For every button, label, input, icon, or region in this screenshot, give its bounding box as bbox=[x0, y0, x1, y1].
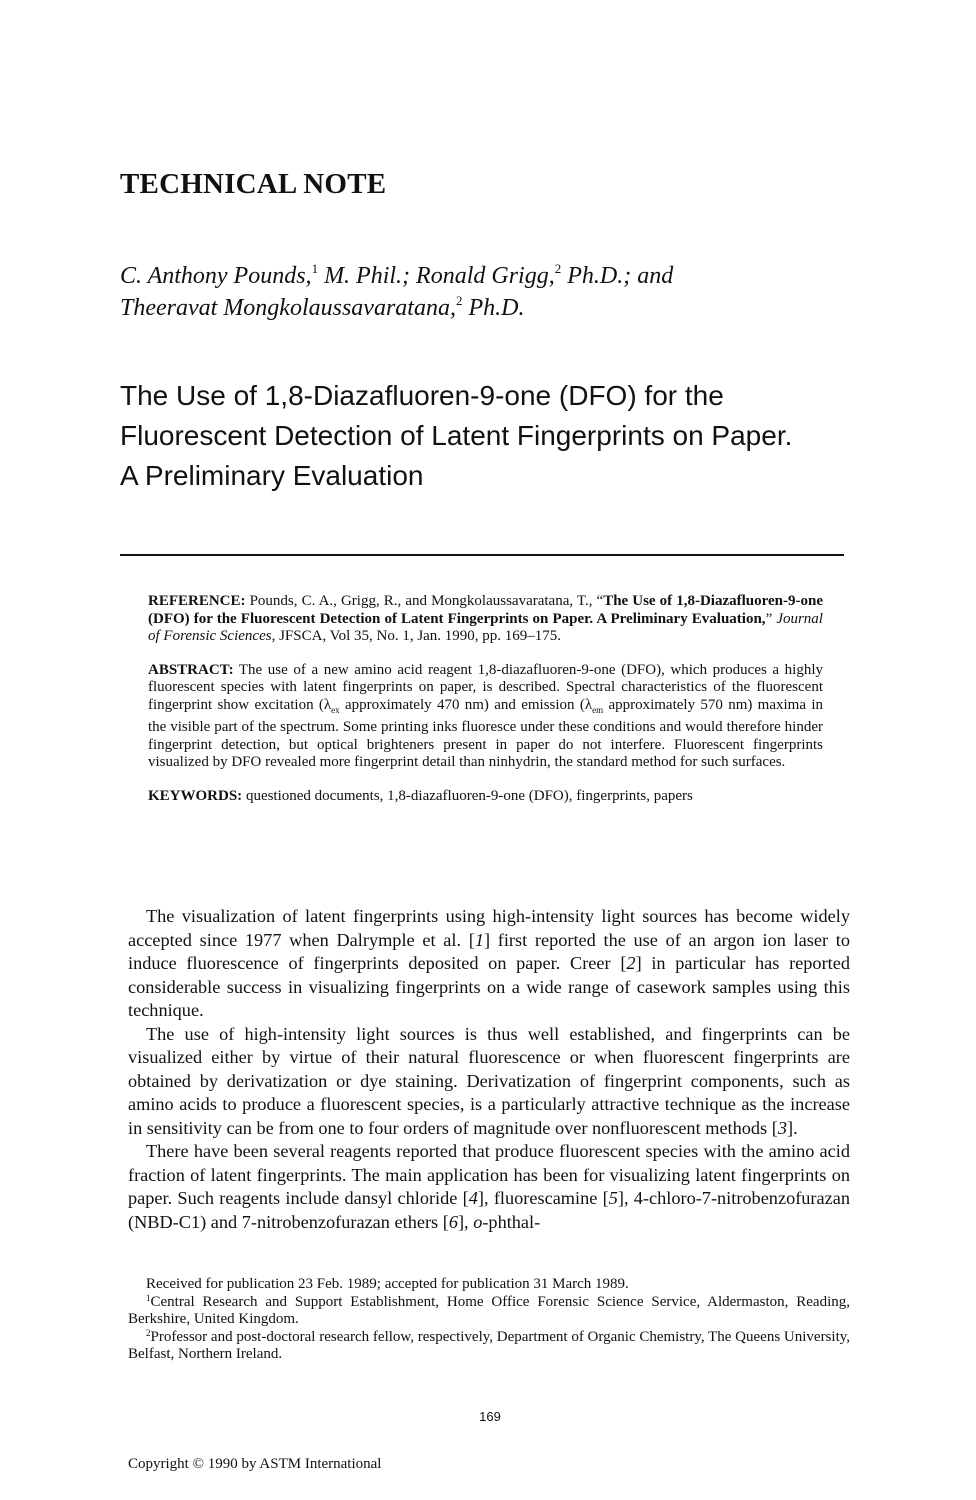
abstract-text: approximately 570 nm) maxima in the visible part of the spectrum. Some printing inks fluoresce under these conditions and would therefore hinder fingerprint detection, but optical brighteners present in paper do not interfere. Fluorescent fingerprints visualized by DFO revealed more fingerprint detail than ninhydrin, the standard method for such surfaces. bbox=[148, 696, 823, 770]
body-text-span: ] in particular has reported considerable success in visualizing fingerprints on a wide range of casework samples using this technique. bbox=[128, 953, 850, 1020]
body-text-span: ], fluorescamine [ bbox=[477, 1188, 609, 1208]
footnotes bbox=[128, 1276, 850, 1364]
body-text bbox=[128, 905, 850, 1234]
citation-ref: 3 bbox=[777, 1117, 787, 1138]
author-degree: M. Phil.; Ronald Grigg, bbox=[318, 263, 555, 289]
keywords-label: KEYWORDS: bbox=[148, 787, 243, 804]
keywords-text: questioned documents, 1,8-diazafluoren-9-one (DFO), fingerprints, papers bbox=[242, 787, 693, 804]
received-note: Received for publication 23 Feb. 1989; accepted for publication 31 March 1989. bbox=[146, 1276, 629, 1292]
reference-title: The Use of 1,8-Diazafluoren-9-one (DFO) for the Fluorescent Detection of Latent Fingerprints on Paper. A Preliminary Evaluation, bbox=[148, 593, 823, 627]
body-text-span: The use of high-intensity light sources is thus well established, and fingerprints can be visualized either by virtue of their natural fluorescence or when fluorescent fingerprints are obtained by derivatization or dye staining. Derivatization of fingerprint components, such as amino acids to produce a fluorescent species, is a particularly attractive technique as the increase in sensitivity can be from one to four orders of magnitude over nonfluorescent methods [ bbox=[128, 1023, 850, 1138]
footnote-mark: 1 bbox=[146, 1292, 151, 1303]
affiliation-mark: 2 bbox=[455, 293, 463, 308]
author-line-1 bbox=[120, 260, 880, 292]
body-text-span: ], 4-chloro-7-nitrobenzofurazan (NBD-C1) and 7-nitrobenzofurazan ethers [ bbox=[128, 1188, 851, 1232]
abstract-block bbox=[148, 593, 823, 821]
paper-title bbox=[120, 376, 880, 496]
footnote-text: Professor and post-doctoral research fellow, respectively, Department of Organic Chemistry, The Queens University, Belfast, Northern Ireland. bbox=[128, 1328, 851, 1362]
body-paragraph bbox=[128, 905, 850, 1023]
abstract-paragraph bbox=[148, 662, 823, 772]
title-line: A Preliminary Evaluation bbox=[120, 460, 424, 491]
author-list bbox=[120, 260, 880, 324]
footnote-2 bbox=[128, 1329, 850, 1364]
footnote-mark: 2 bbox=[146, 1327, 151, 1338]
reference-label: REFERENCE: bbox=[148, 593, 246, 609]
author-name: Theeravat Mongkolaussavaratana, bbox=[120, 295, 456, 321]
citation-ref: 2 bbox=[626, 953, 636, 973]
abstract-label: ABSTRACT: bbox=[148, 661, 234, 678]
abstract-text: The use of a new amino acid reagent 1,8-diazafluoren-9-one (DFO), which produces a highly fluorescent species with latent fingerprints on paper, is described. Spectral characteristics of the fluorescent fingerprint show excitation (λ bbox=[148, 661, 823, 713]
affiliation-mark: 1 bbox=[311, 261, 319, 276]
reference-quote: ” bbox=[765, 610, 777, 627]
section-label: TECHNICAL NOTE bbox=[120, 168, 387, 200]
body-text-span: ]. bbox=[786, 1117, 798, 1138]
italic-letter: o bbox=[473, 1211, 483, 1232]
body-text-span: -phthal- bbox=[482, 1211, 541, 1232]
reference-citation: JFSCA, Vol 35, No. 1, Jan. 1990, pp. 169–175. bbox=[275, 628, 562, 644]
author-line-2 bbox=[120, 292, 880, 324]
body-text-span: ], bbox=[457, 1211, 474, 1232]
body-paragraph bbox=[128, 1140, 850, 1234]
footnote-text: Central Research and Support Establishment, Home Office Forensic Science Service, Aldermaston, Reading, Berkshire, United Kingdom. bbox=[128, 1293, 850, 1327]
citation-ref: 1 bbox=[474, 929, 484, 950]
title-divider bbox=[120, 554, 844, 556]
copyright-notice: Copyright © 1990 by ASTM International bbox=[128, 1456, 382, 1472]
citation-ref: 6 bbox=[448, 1211, 458, 1232]
body-paragraph bbox=[128, 1023, 850, 1141]
abstract-text: approximately 470 nm) and emission (λ bbox=[339, 696, 593, 713]
footnote-1 bbox=[128, 1294, 850, 1329]
author-name: C. Anthony Pounds, bbox=[120, 263, 312, 289]
body-text-span: ] first reported the use of an argon ion laser to induce fluorescence of fingerprints deposited on paper. Creer [ bbox=[128, 929, 850, 973]
page-number: 169 bbox=[479, 1409, 501, 1424]
author-degree: Ph.D. bbox=[462, 295, 525, 321]
title-line: The Use of 1,8-Diazafluoren-9-one (DFO) for the bbox=[120, 380, 724, 411]
citation-ref: 5 bbox=[608, 1188, 618, 1208]
author-degree: Ph.D.; and bbox=[561, 263, 674, 289]
affiliation-mark: 2 bbox=[554, 261, 562, 276]
reference-paragraph bbox=[148, 593, 823, 646]
subscript: ex bbox=[331, 704, 340, 715]
citation-ref: 4 bbox=[468, 1188, 478, 1208]
keywords-paragraph bbox=[148, 788, 823, 806]
title-line: Fluorescent Detection of Latent Fingerprints on Paper. bbox=[120, 420, 793, 451]
reference-journal: Journal of Forensic Sciences, bbox=[148, 610, 823, 644]
body-text-span: There have been several reagents reported that produce fluorescent species with the amino acid fraction of latent fingerprints. The main application has been for visualizing latent fingerprints on paper. Such reagents include dansyl chloride [ bbox=[128, 1141, 850, 1208]
subscript: em bbox=[592, 704, 604, 715]
body-text-span: The visualization of latent fingerprints using high-intensity light sources has become widely accepted since 1977 when Dalrymple et al. [ bbox=[128, 906, 850, 950]
reference-authors: Pounds, C. A., Grigg, R., and Mongkolaussavaratana, T., “ bbox=[245, 593, 604, 609]
